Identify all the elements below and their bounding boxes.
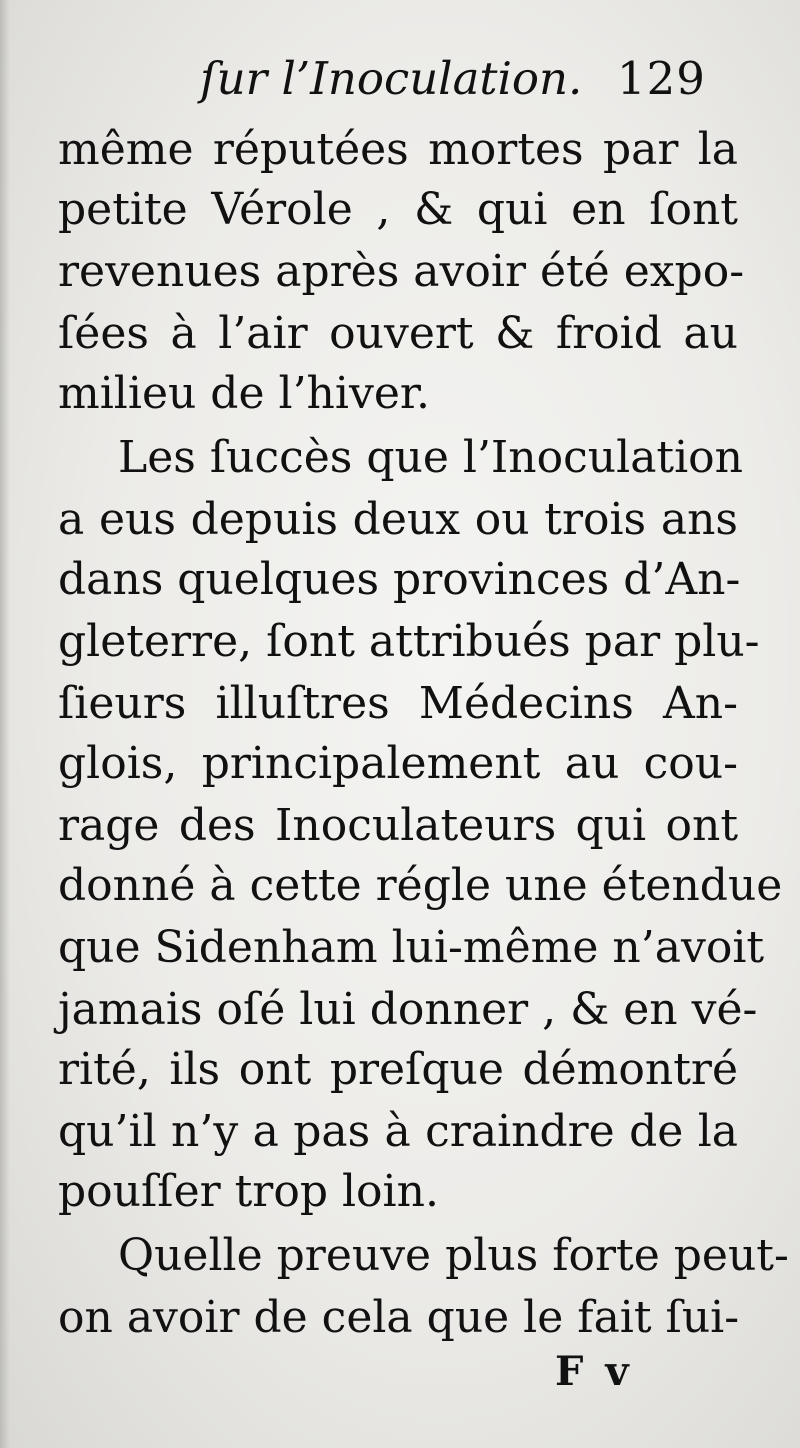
text-line: gleterre, ſont attribués par plu- xyxy=(58,616,760,667)
signature-mark: F v xyxy=(555,1348,633,1395)
text-line: petite Vérole , & qui en ſont xyxy=(58,184,738,235)
page-edge-shadow xyxy=(0,0,10,1448)
page-number: 129 xyxy=(617,52,706,105)
text-line: que Sidenham lui-même n’avoit xyxy=(58,922,765,973)
text-line: milieu de l’hiver. xyxy=(58,368,431,419)
text-line: dans quelques provinces d’An- xyxy=(58,554,741,605)
text-line: Quelle preuve plus forte peut- xyxy=(118,1230,789,1281)
text-line: même réputées mortes par la xyxy=(58,124,738,175)
running-title: ſur l’Inoculation. xyxy=(200,52,583,105)
text-line: Les ſuccès que l’Inoculation xyxy=(118,432,744,483)
text-line: glois, principalement au cou- xyxy=(58,738,738,789)
text-line: rage des Inoculateurs qui ont xyxy=(58,800,738,851)
text-line: donné à cette régle une étendue xyxy=(58,860,783,911)
text-line: pouſſer trop loin. xyxy=(58,1166,439,1217)
text-line: ſieurs illuſtres Médecins An- xyxy=(58,678,738,729)
text-line: ſées à l’air ouvert & froid au xyxy=(58,308,738,359)
text-line: on avoir de cela que le fait ſui- xyxy=(58,1292,740,1343)
text-line: qu’il n’y a pas à craindre de la xyxy=(58,1106,738,1157)
page-header xyxy=(0,52,800,112)
text-line: jamais oſé lui donner , & en vé- xyxy=(58,984,758,1035)
text-line: rité, ils ont preſque démontré xyxy=(58,1044,738,1095)
text-line: a eus depuis deux ou trois ans xyxy=(58,494,738,545)
text-line: revenues après avoir été expo- xyxy=(58,246,745,297)
